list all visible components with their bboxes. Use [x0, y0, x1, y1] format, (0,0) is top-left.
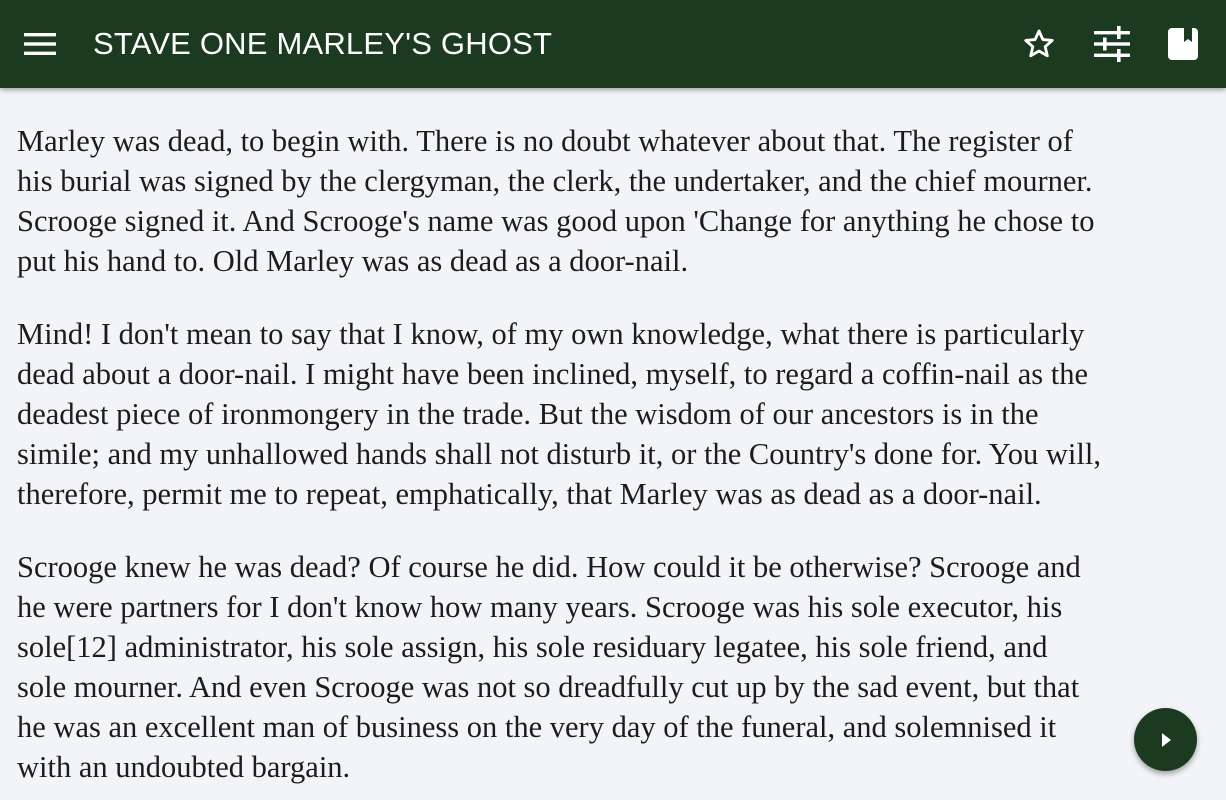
top-app-bar [0, 0, 1226, 88]
play-arrow-icon [1158, 730, 1174, 750]
text-line: put his hand to. Old Marley was as dead as a door-nail. [17, 244, 689, 278]
reading-pane[interactable] [0, 88, 1226, 800]
chapter-text [17, 121, 1217, 800]
text-line: Scrooge knew he was dead? Of course he did. How could it be otherwise? Scrooge and [17, 550, 1081, 584]
text-line: with an undoubted bargain. [17, 750, 351, 784]
book-icon [1167, 27, 1199, 61]
menu-icon [23, 32, 57, 56]
text-line: simile; and my unhallowed hands shall not disturb it, or the Country's done for. You will, [17, 437, 1101, 471]
paragraph [17, 547, 1217, 787]
text-line: dead about a door-nail. I might have been inclined, myself, to regard a coffin-nail as the [17, 357, 1089, 391]
paragraph [17, 314, 1217, 514]
text-line: he were partners for I don't know how many years. Scrooge was his sole executor, his [17, 590, 1063, 624]
text-line: his burial was signed by the clergyman, the clerk, the undertaker, and the chief mourner. [17, 164, 1093, 198]
paragraph [17, 121, 1217, 281]
contents-button[interactable] [1157, 18, 1209, 70]
chapter-title: STAVE ONE MARLEY'S GHOST [93, 26, 553, 61]
text-line: sole[12] administrator, his sole assign, his sole residuary legatee, his sole friend, and [17, 630, 1048, 664]
text-line: Scrooge signed it. And Scrooge's name was good upon 'Change for anything he chose to [17, 204, 1095, 238]
menu-button[interactable] [14, 18, 66, 70]
text-line: Marley was dead, to begin with. There is no doubt whatever about that. The register of [17, 124, 1073, 158]
text-line: he was an excellent man of business on the very day of the funeral, and solemnised it [17, 710, 1057, 744]
text-line: Mind! I don't mean to say that I know, of my own knowledge, what there is particularly [17, 317, 1085, 351]
text-line: deadest piece of ironmongery in the trade. But the wisdom of our ancestors is in the [17, 397, 1039, 431]
reader-settings-button[interactable] [1086, 18, 1138, 70]
next-page-fab[interactable] [1134, 708, 1197, 771]
text-line: sole mourner. And even Scrooge was not so dreadfully cut up by the sad event, but that [17, 670, 1080, 704]
tune-sliders-icon [1093, 26, 1131, 62]
bookmark-button[interactable] [1013, 18, 1065, 70]
star-outline-icon [1022, 27, 1056, 61]
text-line: therefore, permit me to repeat, emphatically, that Marley was as dead as a door-nail. [17, 477, 1042, 511]
